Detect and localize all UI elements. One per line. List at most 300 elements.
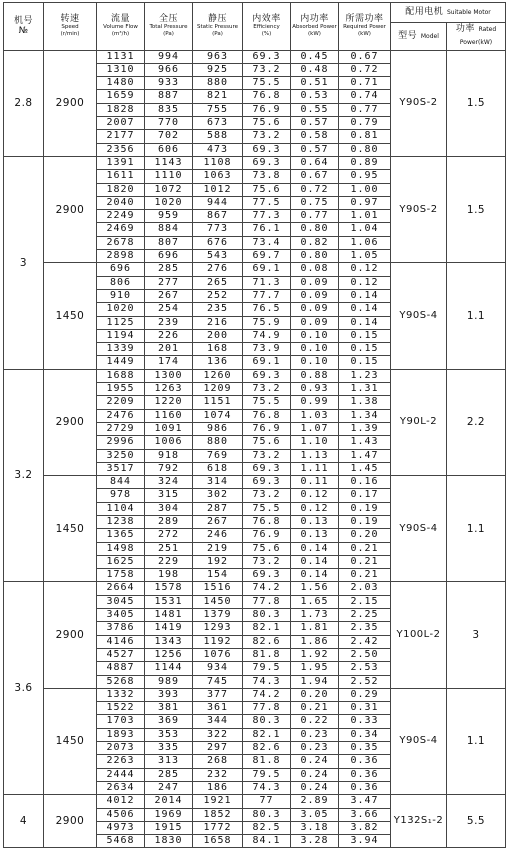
- required-power-cell: 1.34: [339, 409, 391, 422]
- flow-cell: 1020: [97, 303, 145, 316]
- required-power-cell: 0.31: [339, 702, 391, 715]
- flow-cell: 2469: [97, 223, 145, 236]
- required-power-cell: 0.12: [339, 276, 391, 289]
- required-power-cell: 1.43: [339, 436, 391, 449]
- flow-cell: 978: [97, 489, 145, 502]
- motor-model-cell: Y90L-2: [391, 369, 447, 475]
- efficiency-cell: 75.5: [243, 396, 291, 409]
- header-flow-cn: 流量: [110, 14, 130, 25]
- required-power-cell: 0.19: [339, 515, 391, 528]
- static-pressure-cell: 769: [193, 449, 243, 462]
- static-pressure-cell: 986: [193, 422, 243, 435]
- flow-cell: 806: [97, 276, 145, 289]
- flow-cell: 1194: [97, 329, 145, 342]
- required-power-cell: 0.14: [339, 303, 391, 316]
- efficiency-cell: 69.7: [243, 250, 291, 263]
- efficiency-cell: 76.8: [243, 90, 291, 103]
- flow-cell: 2040: [97, 196, 145, 209]
- static-pressure-cell: 216: [193, 316, 243, 329]
- total-pressure-cell: 272: [145, 529, 193, 542]
- header-total-pressure-en: Total Pressure: [149, 24, 188, 31]
- fan-performance-table-container: [3, 2, 505, 848]
- total-pressure-cell: 198: [145, 569, 193, 582]
- header-required-power: [339, 3, 391, 51]
- total-pressure-cell: 1091: [145, 422, 193, 435]
- static-pressure-cell: 219: [193, 542, 243, 555]
- flow-cell: 2209: [97, 396, 145, 409]
- flow-cell: 1659: [97, 90, 145, 103]
- required-power-cell: 0.77: [339, 103, 391, 116]
- total-pressure-cell: 304: [145, 502, 193, 515]
- static-pressure-cell: 934: [193, 662, 243, 675]
- static-pressure-cell: 676: [193, 236, 243, 249]
- flow-cell: 4973: [97, 821, 145, 834]
- absorbed-power-cell: 0.24: [291, 768, 339, 781]
- flow-cell: 1339: [97, 343, 145, 356]
- required-power-cell: 0.36: [339, 768, 391, 781]
- efficiency-cell: 73.9: [243, 343, 291, 356]
- required-power-cell: 2.03: [339, 582, 391, 595]
- static-pressure-cell: 473: [193, 143, 243, 156]
- efficiency-cell: 77.7: [243, 289, 291, 302]
- required-power-cell: 0.29: [339, 688, 391, 701]
- total-pressure-cell: 1830: [145, 835, 193, 848]
- static-pressure-cell: 136: [193, 356, 243, 369]
- efficiency-cell: 73.8: [243, 170, 291, 183]
- total-pressure-cell: 2014: [145, 795, 193, 808]
- header-required-power-en: Required Power: [343, 24, 386, 31]
- header-absorbed-power-cn: 内功率: [300, 14, 329, 25]
- total-pressure-cell: 1110: [145, 170, 193, 183]
- efficiency-cell: 81.8: [243, 755, 291, 768]
- motor-model-cell: Y90S-4: [391, 688, 447, 794]
- efficiency-cell: 73.2: [243, 63, 291, 76]
- absorbed-power-cell: 1.07: [291, 422, 339, 435]
- header-static-pressure: [193, 3, 243, 51]
- header-flow: [97, 3, 145, 51]
- required-power-cell: 2.25: [339, 609, 391, 622]
- absorbed-power-cell: 0.22: [291, 715, 339, 728]
- absorbed-power-cell: 0.13: [291, 515, 339, 528]
- absorbed-power-cell: 1.03: [291, 409, 339, 422]
- absorbed-power-cell: 0.09: [291, 289, 339, 302]
- static-pressure-cell: 276: [193, 263, 243, 276]
- static-pressure-cell: 344: [193, 715, 243, 728]
- absorbed-power-cell: 0.13: [291, 529, 339, 542]
- absorbed-power-cell: 0.14: [291, 569, 339, 582]
- efficiency-cell: 77.8: [243, 702, 291, 715]
- required-power-cell: 0.12: [339, 263, 391, 276]
- static-pressure-cell: 1192: [193, 635, 243, 648]
- static-pressure-cell: 297: [193, 742, 243, 755]
- efficiency-cell: 75.9: [243, 316, 291, 329]
- header-motor-power-en: Rated Power(kW): [459, 26, 497, 47]
- flow-cell: 2073: [97, 742, 145, 755]
- header-total-pressure-cn: 全压: [158, 14, 178, 25]
- required-power-cell: 3.94: [339, 835, 391, 848]
- speed-cell: 1450: [44, 476, 97, 582]
- static-pressure-cell: 314: [193, 476, 243, 489]
- flow-cell: 1131: [97, 50, 145, 63]
- header-total-pressure-unit: (Pa): [163, 31, 174, 38]
- required-power-cell: 1.06: [339, 236, 391, 249]
- static-pressure-cell: 232: [193, 768, 243, 781]
- static-pressure-cell: 1151: [193, 396, 243, 409]
- absorbed-power-cell: 0.24: [291, 781, 339, 794]
- absorbed-power-cell: 1.65: [291, 595, 339, 608]
- absorbed-power-cell: 0.14: [291, 555, 339, 568]
- efficiency-cell: 73.2: [243, 489, 291, 502]
- required-power-cell: 0.14: [339, 316, 391, 329]
- static-pressure-cell: 265: [193, 276, 243, 289]
- absorbed-power-cell: 0.80: [291, 223, 339, 236]
- flow-cell: 910: [97, 289, 145, 302]
- static-pressure-cell: 944: [193, 196, 243, 209]
- efficiency-cell: 69.1: [243, 263, 291, 276]
- total-pressure-cell: 835: [145, 103, 193, 116]
- header-efficiency-en: Efficiency: [253, 24, 280, 31]
- flow-cell: 1391: [97, 156, 145, 169]
- flow-cell: 2263: [97, 755, 145, 768]
- required-power-cell: 2.15: [339, 595, 391, 608]
- absorbed-power-cell: 0.08: [291, 263, 339, 276]
- flow-cell: 5268: [97, 675, 145, 688]
- absorbed-power-cell: 0.58: [291, 130, 339, 143]
- static-pressure-cell: 302: [193, 489, 243, 502]
- static-pressure-cell: 1260: [193, 369, 243, 382]
- static-pressure-cell: 1063: [193, 170, 243, 183]
- required-power-cell: 1.47: [339, 449, 391, 462]
- flow-cell: 1449: [97, 356, 145, 369]
- absorbed-power-cell: 1.56: [291, 582, 339, 595]
- motor-model-cell: Y132S₁-2: [391, 795, 447, 848]
- header-absorbed-power: [291, 3, 339, 51]
- efficiency-cell: 76.9: [243, 529, 291, 542]
- absorbed-power-cell: 0.09: [291, 303, 339, 316]
- header-speed-en: Speed: [61, 24, 79, 31]
- efficiency-cell: 80.3: [243, 609, 291, 622]
- required-power-cell: 1.00: [339, 183, 391, 196]
- motor-power-cell: 1.1: [447, 476, 506, 582]
- absorbed-power-cell: 1.86: [291, 635, 339, 648]
- motor-model-cell: Y90S-2: [391, 50, 447, 156]
- header-absorbed-power-unit: (kW): [308, 31, 321, 38]
- total-pressure-cell: 226: [145, 329, 193, 342]
- static-pressure-cell: 1074: [193, 409, 243, 422]
- efficiency-cell: 82.1: [243, 728, 291, 741]
- header-motor-power: [447, 23, 506, 51]
- total-pressure-cell: 792: [145, 462, 193, 475]
- efficiency-cell: 76.9: [243, 422, 291, 435]
- total-pressure-cell: 393: [145, 688, 193, 701]
- efficiency-cell: 74.3: [243, 675, 291, 688]
- static-pressure-cell: 618: [193, 462, 243, 475]
- required-power-cell: 0.15: [339, 329, 391, 342]
- absorbed-power-cell: 0.55: [291, 103, 339, 116]
- efficiency-cell: 73.2: [243, 130, 291, 143]
- efficiency-cell: 82.1: [243, 622, 291, 635]
- efficiency-cell: 75.6: [243, 436, 291, 449]
- flow-cell: 1522: [97, 702, 145, 715]
- absorbed-power-cell: 0.12: [291, 489, 339, 502]
- static-pressure-cell: 588: [193, 130, 243, 143]
- flow-cell: 2634: [97, 781, 145, 794]
- speed-cell: 2900: [44, 369, 97, 475]
- total-pressure-cell: 1578: [145, 582, 193, 595]
- absorbed-power-cell: 0.23: [291, 742, 339, 755]
- absorbed-power-cell: 1.73: [291, 609, 339, 622]
- speed-cell: 2900: [44, 582, 97, 688]
- static-pressure-cell: 880: [193, 77, 243, 90]
- efficiency-cell: 76.8: [243, 515, 291, 528]
- flow-cell: 3405: [97, 609, 145, 622]
- flow-cell: 2996: [97, 436, 145, 449]
- motor-power-cell: 1.5: [447, 50, 506, 156]
- header-motor-en: Suitable Motor: [446, 8, 491, 16]
- header-static-pressure-en: Static Pressure: [197, 24, 238, 31]
- absorbed-power-cell: 0.82: [291, 236, 339, 249]
- required-power-cell: 0.35: [339, 742, 391, 755]
- flow-cell: 1104: [97, 502, 145, 515]
- absorbed-power-cell: 0.57: [291, 117, 339, 130]
- efficiency-cell: 76.9: [243, 103, 291, 116]
- total-pressure-cell: 381: [145, 702, 193, 715]
- header-efficiency-cn: 内效率: [252, 14, 281, 25]
- efficiency-cell: 76.8: [243, 409, 291, 422]
- header-motor-model: [391, 23, 447, 51]
- absorbed-power-cell: 3.28: [291, 835, 339, 848]
- static-pressure-cell: 168: [193, 343, 243, 356]
- static-pressure-cell: 252: [193, 289, 243, 302]
- absorbed-power-cell: 3.05: [291, 808, 339, 821]
- absorbed-power-cell: 0.80: [291, 250, 339, 263]
- efficiency-cell: 84.1: [243, 835, 291, 848]
- flow-cell: 4527: [97, 648, 145, 661]
- absorbed-power-cell: 1.81: [291, 622, 339, 635]
- efficiency-cell: 74.2: [243, 688, 291, 701]
- efficiency-cell: 69.3: [243, 369, 291, 382]
- total-pressure-cell: 251: [145, 542, 193, 555]
- absorbed-power-cell: 2.89: [291, 795, 339, 808]
- absorbed-power-cell: 0.75: [291, 196, 339, 209]
- static-pressure-cell: 1516: [193, 582, 243, 595]
- flow-cell: 2356: [97, 143, 145, 156]
- absorbed-power-cell: 1.13: [291, 449, 339, 462]
- total-pressure-cell: 1072: [145, 183, 193, 196]
- model-cell: 2.8: [4, 50, 44, 156]
- flow-cell: 1828: [97, 103, 145, 116]
- absorbed-power-cell: 0.99: [291, 396, 339, 409]
- required-power-cell: 0.95: [339, 170, 391, 183]
- speed-cell: 2900: [44, 156, 97, 262]
- static-pressure-cell: 154: [193, 569, 243, 582]
- total-pressure-cell: 966: [145, 63, 193, 76]
- motor-model-cell: Y90S-2: [391, 156, 447, 262]
- flow-cell: 1365: [97, 529, 145, 542]
- efficiency-cell: 71.3: [243, 276, 291, 289]
- header-static-pressure-cn: 静压: [207, 14, 227, 25]
- total-pressure-cell: 1969: [145, 808, 193, 821]
- model-cell: 4: [4, 795, 44, 848]
- total-pressure-cell: 315: [145, 489, 193, 502]
- required-power-cell: 0.21: [339, 542, 391, 555]
- total-pressure-cell: 1160: [145, 409, 193, 422]
- header-speed-cn: 转速: [60, 14, 80, 25]
- total-pressure-cell: 324: [145, 476, 193, 489]
- motor-power-cell: 5.5: [447, 795, 506, 848]
- efficiency-cell: 73.2: [243, 383, 291, 396]
- total-pressure-cell: 770: [145, 117, 193, 130]
- speed-cell: 1450: [44, 688, 97, 794]
- header-motor-power-cn: 功率: [455, 24, 475, 34]
- required-power-cell: 0.33: [339, 715, 391, 728]
- absorbed-power-cell: 3.18: [291, 821, 339, 834]
- static-pressure-cell: 880: [193, 436, 243, 449]
- total-pressure-cell: 285: [145, 768, 193, 781]
- header-speed: [44, 3, 97, 51]
- flow-cell: 1480: [97, 77, 145, 90]
- total-pressure-cell: 254: [145, 303, 193, 316]
- flow-cell: 1703: [97, 715, 145, 728]
- flow-cell: 1498: [97, 542, 145, 555]
- required-power-cell: 0.80: [339, 143, 391, 156]
- total-pressure-cell: 994: [145, 50, 193, 63]
- motor-model-cell: Y90S-4: [391, 263, 447, 369]
- flow-cell: 3045: [97, 595, 145, 608]
- absorbed-power-cell: 0.24: [291, 755, 339, 768]
- efficiency-cell: 77.8: [243, 595, 291, 608]
- required-power-cell: 0.20: [339, 529, 391, 542]
- static-pressure-cell: 267: [193, 515, 243, 528]
- absorbed-power-cell: 0.10: [291, 356, 339, 369]
- required-power-cell: 3.82: [339, 821, 391, 834]
- total-pressure-cell: 174: [145, 356, 193, 369]
- static-pressure-cell: 673: [193, 117, 243, 130]
- model-cell: 3.6: [4, 582, 44, 795]
- static-pressure-cell: 1921: [193, 795, 243, 808]
- total-pressure-cell: 1143: [145, 156, 193, 169]
- required-power-cell: 0.71: [339, 77, 391, 90]
- required-power-cell: 1.05: [339, 250, 391, 263]
- efficiency-cell: 77.3: [243, 210, 291, 223]
- efficiency-cell: 74.9: [243, 329, 291, 342]
- total-pressure-cell: 918: [145, 449, 193, 462]
- header-motor-model-cn: 型号: [398, 30, 418, 41]
- total-pressure-cell: 1006: [145, 436, 193, 449]
- efficiency-cell: 74.3: [243, 781, 291, 794]
- flow-cell: 2476: [97, 409, 145, 422]
- static-pressure-cell: 1012: [193, 183, 243, 196]
- efficiency-cell: 82.6: [243, 635, 291, 648]
- motor-power-cell: 3: [447, 582, 506, 688]
- table-row: [4, 795, 506, 808]
- total-pressure-cell: 606: [145, 143, 193, 156]
- motor-power-cell: 1.1: [447, 263, 506, 369]
- flow-cell: 5468: [97, 835, 145, 848]
- static-pressure-cell: 755: [193, 103, 243, 116]
- motor-power-cell: 1.1: [447, 688, 506, 794]
- flow-cell: 4146: [97, 635, 145, 648]
- efficiency-cell: 73.2: [243, 449, 291, 462]
- fan-performance-table: [3, 2, 506, 848]
- total-pressure-cell: 696: [145, 250, 193, 263]
- total-pressure-cell: 1343: [145, 635, 193, 648]
- required-power-cell: 1.23: [339, 369, 391, 382]
- flow-cell: 1310: [97, 63, 145, 76]
- total-pressure-cell: 267: [145, 289, 193, 302]
- required-power-cell: 1.04: [339, 223, 391, 236]
- absorbed-power-cell: 0.67: [291, 170, 339, 183]
- static-pressure-cell: 235: [193, 303, 243, 316]
- model-cell: 3.2: [4, 369, 44, 582]
- required-power-cell: 0.79: [339, 117, 391, 130]
- efficiency-cell: 80.3: [243, 715, 291, 728]
- flow-cell: 2444: [97, 768, 145, 781]
- flow-cell: 3786: [97, 622, 145, 635]
- total-pressure-cell: 353: [145, 728, 193, 741]
- static-pressure-cell: 1293: [193, 622, 243, 635]
- total-pressure-cell: 1256: [145, 648, 193, 661]
- required-power-cell: 1.01: [339, 210, 391, 223]
- header-model-en: №: [18, 26, 29, 37]
- absorbed-power-cell: 0.14: [291, 542, 339, 555]
- static-pressure-cell: 1076: [193, 648, 243, 661]
- table-row: [4, 369, 506, 382]
- absorbed-power-cell: 0.21: [291, 702, 339, 715]
- total-pressure-cell: 1481: [145, 609, 193, 622]
- header-required-power-unit: (kW): [358, 31, 371, 38]
- efficiency-cell: 75.6: [243, 183, 291, 196]
- table-row: [4, 156, 506, 169]
- required-power-cell: 0.19: [339, 502, 391, 515]
- table-row: [4, 582, 506, 595]
- static-pressure-cell: 867: [193, 210, 243, 223]
- total-pressure-cell: 989: [145, 675, 193, 688]
- required-power-cell: 0.81: [339, 130, 391, 143]
- motor-model-cell: Y100L-2: [391, 582, 447, 688]
- absorbed-power-cell: 0.23: [291, 728, 339, 741]
- required-power-cell: 2.53: [339, 662, 391, 675]
- speed-cell: 2900: [44, 795, 97, 848]
- absorbed-power-cell: 0.12: [291, 502, 339, 515]
- total-pressure-cell: 369: [145, 715, 193, 728]
- total-pressure-cell: 1419: [145, 622, 193, 635]
- efficiency-cell: 81.8: [243, 648, 291, 661]
- static-pressure-cell: 925: [193, 63, 243, 76]
- motor-power-cell: 1.5: [447, 156, 506, 262]
- flow-cell: 2249: [97, 210, 145, 223]
- flow-cell: 2678: [97, 236, 145, 249]
- absorbed-power-cell: 0.53: [291, 90, 339, 103]
- required-power-cell: 0.14: [339, 289, 391, 302]
- efficiency-cell: 82.6: [243, 742, 291, 755]
- motor-model-cell: Y90S-4: [391, 476, 447, 582]
- speed-cell: 2900: [44, 50, 97, 156]
- total-pressure-cell: 933: [145, 77, 193, 90]
- required-power-cell: 0.17: [339, 489, 391, 502]
- static-pressure-cell: 268: [193, 755, 243, 768]
- absorbed-power-cell: 0.20: [291, 688, 339, 701]
- flow-cell: 1955: [97, 383, 145, 396]
- static-pressure-cell: 1658: [193, 835, 243, 848]
- absorbed-power-cell: 0.72: [291, 183, 339, 196]
- header-required-power-cn: 所需功率: [345, 14, 384, 25]
- total-pressure-cell: 313: [145, 755, 193, 768]
- static-pressure-cell: 377: [193, 688, 243, 701]
- table-row: [4, 50, 506, 63]
- static-pressure-cell: 192: [193, 555, 243, 568]
- flow-cell: 4887: [97, 662, 145, 675]
